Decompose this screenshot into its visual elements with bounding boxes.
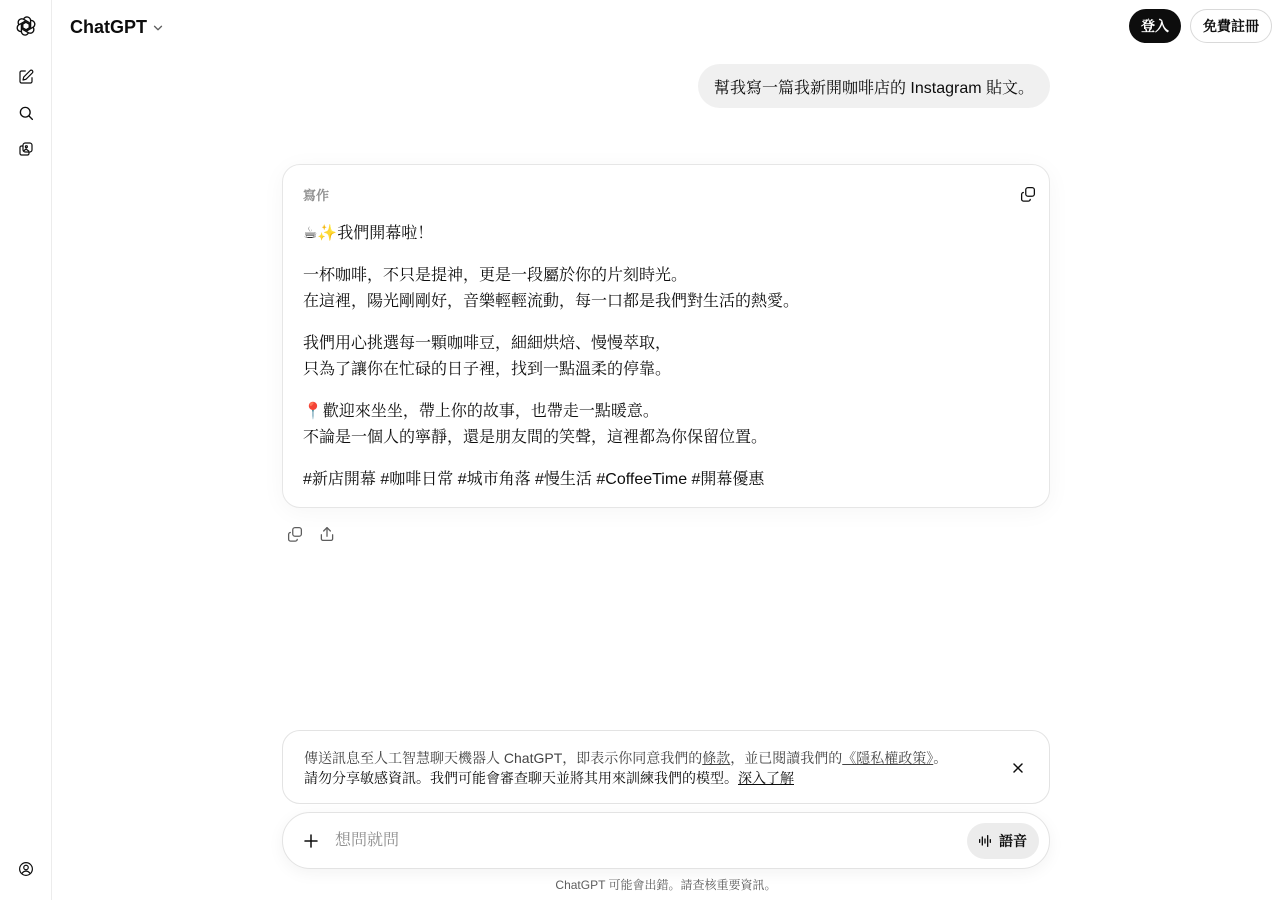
post-line: 📍歡迎來坐坐，帶上你的故事，也帶走一點暖意。 <box>303 403 659 420</box>
post-line: 一杯咖啡，不只是提神，更是一段屬於你的片刻時光。 <box>303 267 688 284</box>
post-hashtags <box>303 467 1029 493</box>
card-content <box>303 221 1029 493</box>
card-copy-button[interactable] <box>1015 181 1041 207</box>
terms-notice <box>282 730 1050 804</box>
attach-button[interactable] <box>297 827 325 855</box>
close-icon <box>1010 760 1026 776</box>
writing-card <box>282 164 1050 508</box>
top-header <box>52 0 1280 52</box>
voice-button[interactable] <box>967 823 1039 859</box>
search-icon[interactable] <box>12 99 40 127</box>
post-line: 在這裡，陽光剛剛好，音樂輕輕流動，每一口都是我們對生活的熱愛。 <box>303 293 800 310</box>
copy-icon <box>286 525 304 543</box>
notice-line-2 <box>304 768 989 788</box>
post-line: ☕✨我們開幕啦！ <box>303 225 434 242</box>
sidebar-rail <box>0 0 52 900</box>
profile-icon[interactable] <box>12 855 40 883</box>
copy-response-button[interactable] <box>282 521 308 547</box>
prompt-input[interactable] <box>335 827 955 855</box>
chevron-down-icon <box>151 21 165 35</box>
notice-text: 請勿分享敏感資訊。我們可能會審查聊天並將其用來訓練我們的模型。 <box>304 770 738 786</box>
disclaimer: ChatGPT 可能會出錯。請查核重要資訊。 <box>555 878 777 892</box>
post-line: 我們用心挑選每一顆咖啡豆，細細烘焙、慢慢萃取， <box>303 335 672 352</box>
share-button[interactable] <box>314 521 340 547</box>
plus-icon <box>302 832 320 850</box>
learn-more-link[interactable]: 深入了解 <box>738 770 794 786</box>
openai-logo-icon[interactable] <box>12 12 40 40</box>
model-selector[interactable] <box>64 12 171 42</box>
signup-button[interactable]: 免費註冊 <box>1190 9 1272 43</box>
post-paragraph <box>303 331 1029 383</box>
notice-text: 。 <box>933 750 948 766</box>
voice-waveform-icon <box>977 833 993 849</box>
copy-icon <box>1019 185 1037 203</box>
post-paragraph <box>303 263 1029 315</box>
post-headline <box>303 221 1029 247</box>
library-icon[interactable] <box>12 135 40 163</box>
user-message: 幫我寫一篇我新開咖啡店的 Instagram 貼文。 <box>698 64 1050 108</box>
notice-text: ，並已閱讀我們的 <box>730 750 843 766</box>
voice-label: 語音 <box>999 833 1027 849</box>
model-name: ChatGPT <box>70 16 148 37</box>
post-line: 只為了讓你在忙碌的日子裡，找到一點溫柔的停靠。 <box>303 361 672 378</box>
notice-text: 傳送訊息至人工智慧聊天機器人 ChatGPT，即表示你同意我們的 <box>304 750 703 766</box>
privacy-policy-link[interactable]: 《隱私權政策》 <box>842 750 934 766</box>
post-line: #新店開幕 #咖啡日常 #城市角落 #慢生活 #CoffeeTime #開幕優惠 <box>303 471 765 488</box>
share-icon <box>318 525 336 543</box>
post-paragraph <box>303 399 1029 451</box>
composer <box>282 812 1050 869</box>
card-label: 寫作 <box>303 188 330 203</box>
new-chat-icon[interactable] <box>12 63 40 91</box>
notice-line-1 <box>304 748 989 768</box>
post-line: 不論是一個人的寧靜，還是朋友間的笑聲，這裡都為你保留位置。 <box>303 429 768 446</box>
response-actions <box>282 521 340 547</box>
login-button[interactable]: 登入 <box>1129 9 1181 43</box>
terms-link[interactable]: 條款 <box>702 750 731 766</box>
close-notice-button[interactable] <box>1007 757 1029 779</box>
